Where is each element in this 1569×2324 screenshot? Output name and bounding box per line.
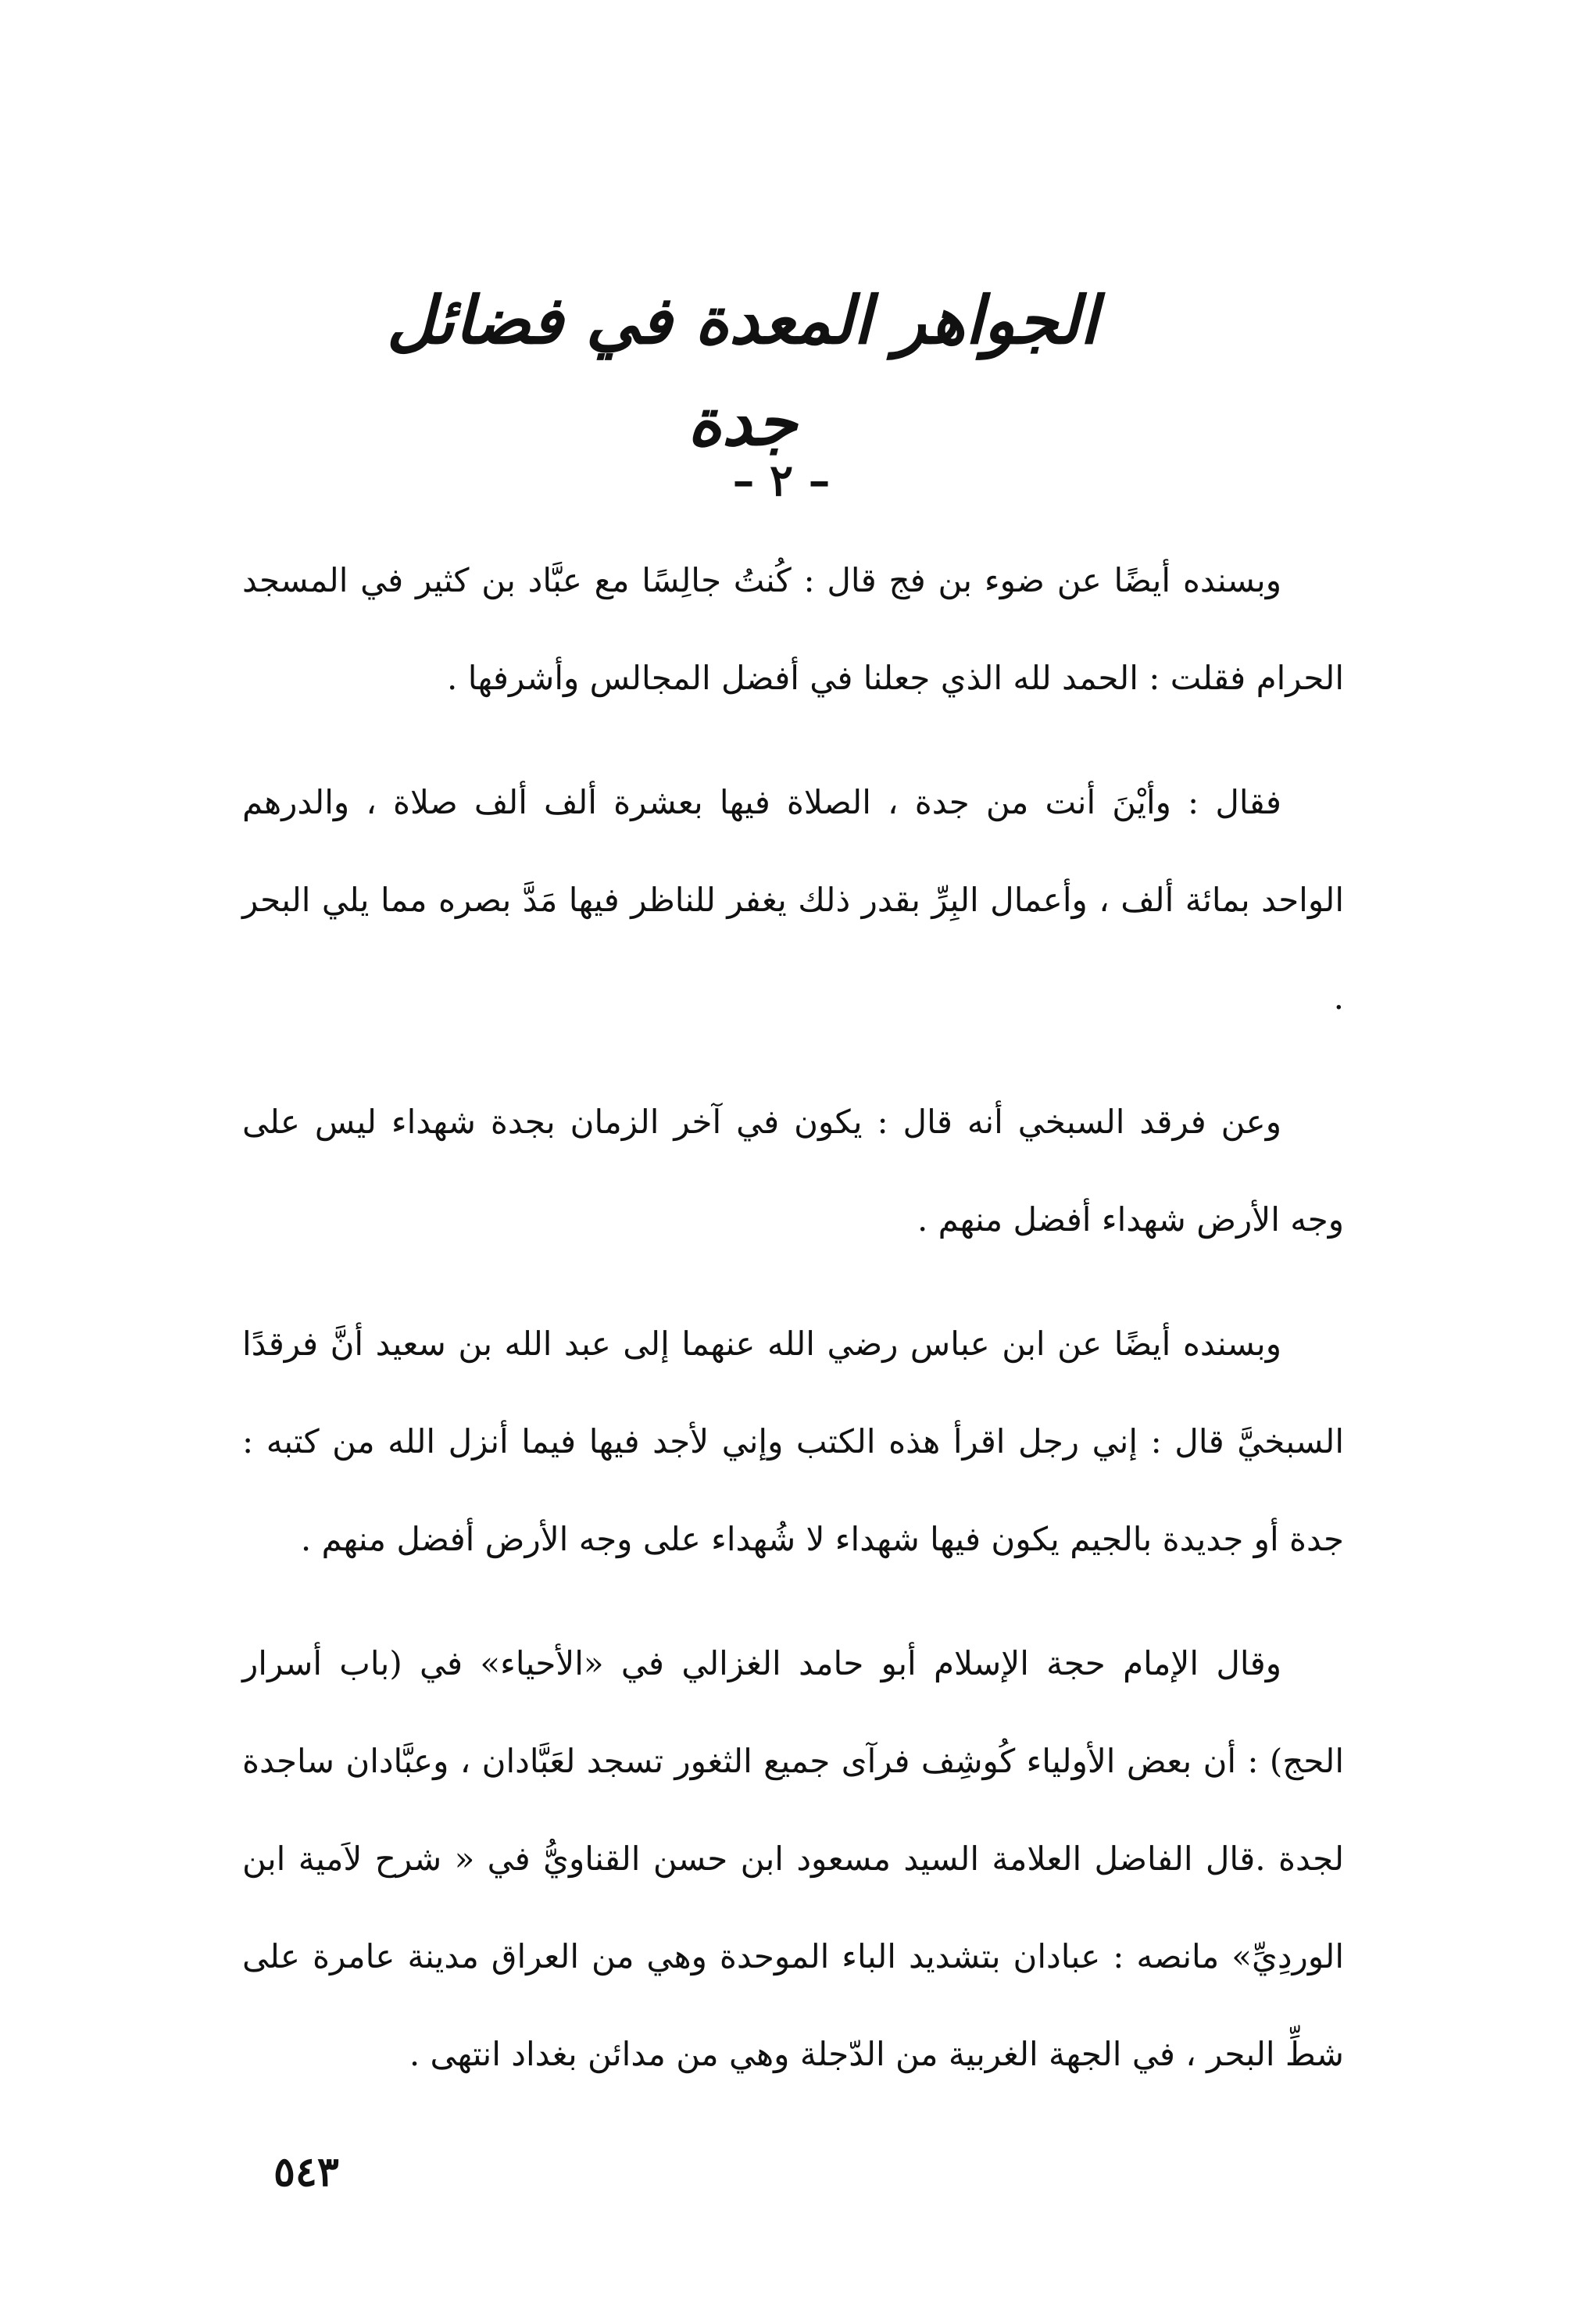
page-number: ٥٤٣ — [273, 2148, 339, 2196]
section-number: – ٢ – — [732, 455, 831, 506]
body-text — [242, 531, 1344, 2129]
page-title: الجواهر المعدة في فضائل جدة — [386, 282, 1099, 460]
paragraph: وقال الإمام حجة الإسلام أبو حامد الغزالي في «الأحياء» في (باب أسرار الحج) : أن بعض الأولياء كُوشِف فرآى جميع الثغور تسجد لعَبَّادان ، وعبَّادان ساجدة لجدة .قال الفاضل العلامة السيد مسعود ابن حسن القناويُّ في « شرح لاَمية ابن الوردِيِّ» مانصه : عبادان بتشديد الباء الموحدة وهي من العراق مدينة عامرة على شطِّ البحر ، في الجهة الغربية من الدّجلة وهي من مدائن بغداد انتهى . — [242, 1644, 1344, 2073]
paragraph: فقال : وأيْنَ أنت من جدة ، الصلاة فيها بعشرة ألف ألف صلاة ، والدرهم الواحد بمائة ألف ، وأعمال البِرِّ بقدر ذلك يغفر للناظر فيها مَدَّ بصره مما يلي البحر . — [242, 783, 1344, 1017]
paragraph: وبسنده أيضًا عن ضوء بن فج قال : كُنتُ جالِسًا مع عبَّاد بن كثير في المسجد الحرام فقلت : الحمد لله الذي جعلنا في أفضل المجالس وأشرفها . — [242, 561, 1344, 697]
paragraph: وعن فرقد السبخي أنه قال : يكون في آخر الزمان بجدة شهداء ليس على وجه الأرض شهداء أفضل منهم . — [242, 1103, 1344, 1239]
paragraph: وبسنده أيضًا عن ابن عباس رضي الله عنهما إلى عبد الله بن سعيد أنَّ فرقدًا السبخيَّ قال : إني رجل اقرأ هذه الكتب وإني لأجد فيها فيما أنزل الله من كتبه : جدة أو جديدة بالجيم يكون فيها شهداء لا شُهداء على وجه الأرض أفضل منهم . — [242, 1325, 1344, 1558]
